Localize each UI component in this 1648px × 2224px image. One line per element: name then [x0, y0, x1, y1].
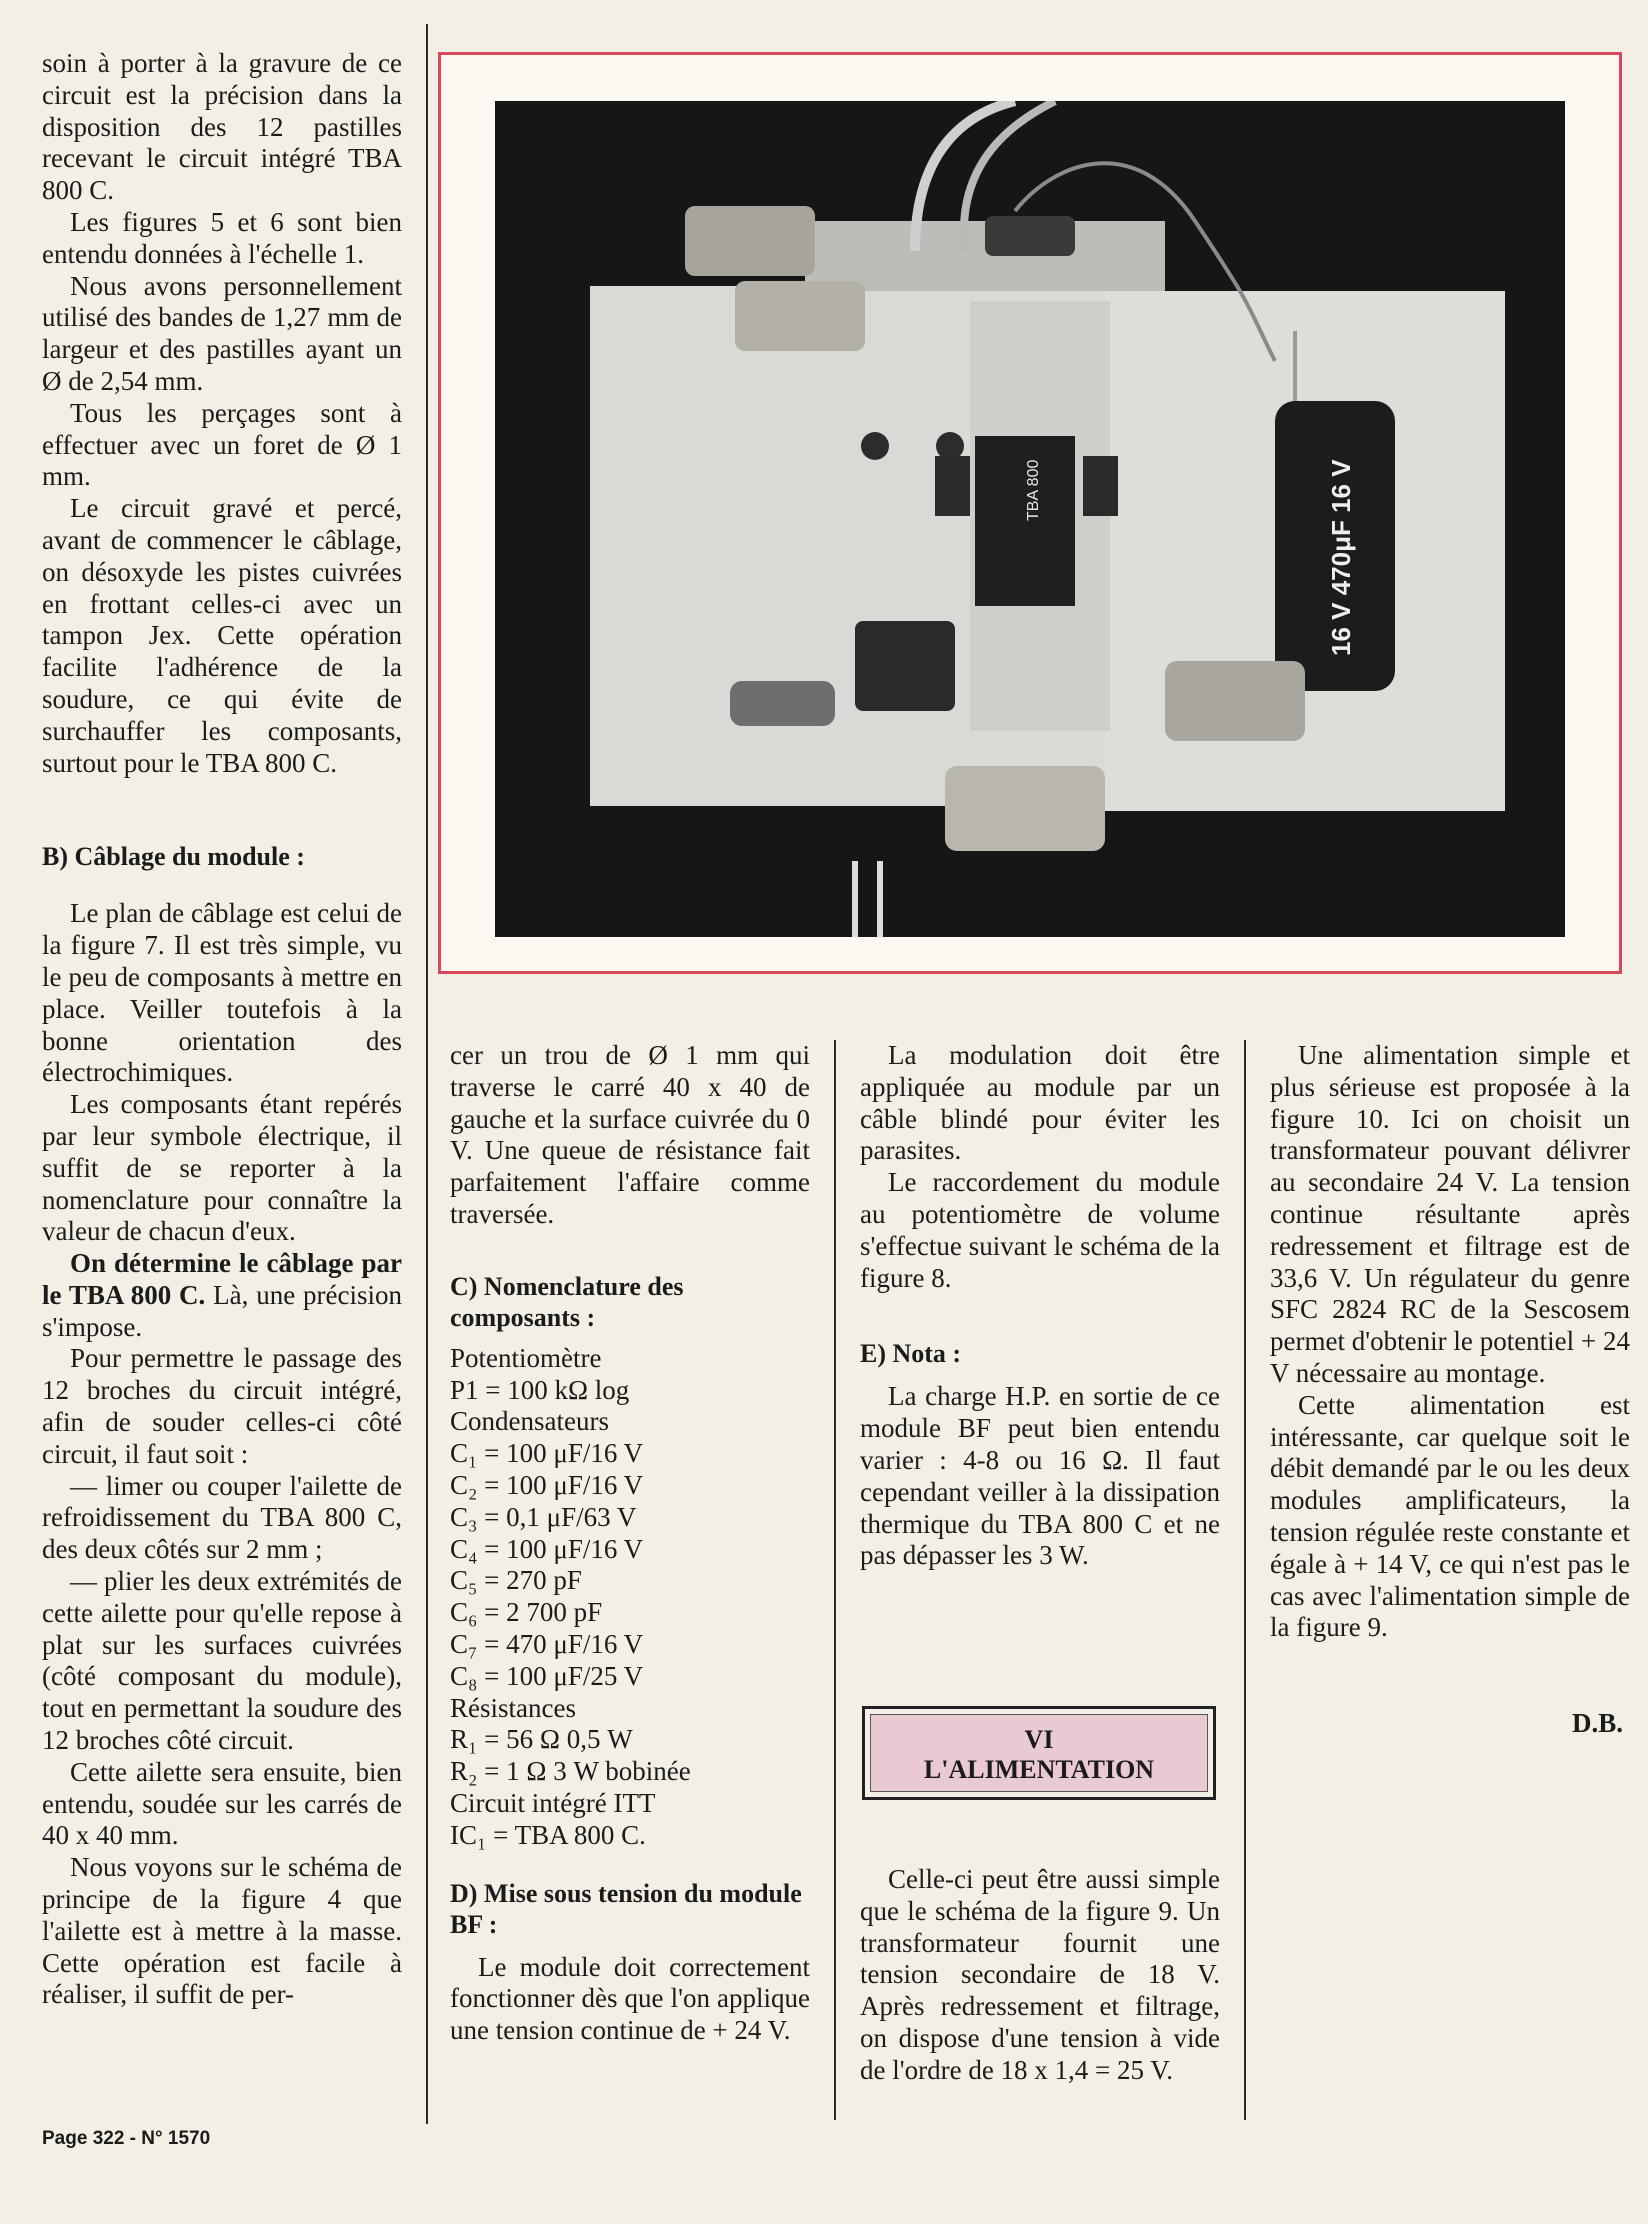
paragraph: Les composants étant repérés par leur symbole électrique, il suffit de se reporter à la nomenclature pour connaître la valeur de chacun d'eux. [42, 1089, 402, 1247]
column-3 [860, 1040, 1220, 1572]
list-item: Condensateurs [450, 1406, 609, 1437]
text: Là, une précision s'impose. [42, 1279, 402, 1342]
ic-label: TBA 800 [1025, 459, 1042, 521]
nomenclature-list [450, 1343, 810, 1852]
list-item: C₆ = 2 700 pF [450, 1597, 603, 1628]
paragraph: Tous les perçages sont à effectuer avec un foret de Ø 1 mm. [42, 397, 402, 492]
list-item: Résistances [450, 1692, 576, 1723]
paragraph: Nous voyons sur le schéma de principe de la figure 4 que l'ailette est à mettre à la masse. Cette opération est facile à réaliser, il suffit de per- [42, 1852, 402, 2010]
circuit-photo [495, 101, 1565, 937]
list-item: C₂ = 100 μF/16 V [450, 1469, 644, 1500]
list-item: C₄ = 100 μF/16 V [450, 1533, 644, 1564]
list-item: Potentiomètre [450, 1342, 602, 1373]
column-1 [42, 48, 402, 2011]
paragraph: Cette ailette sera ensuite, bien entendu, soudée sur les carrés de 40 x 40 mm. [42, 1756, 402, 1851]
section-number: VI [1024, 1725, 1054, 1754]
list-item: C₇ = 470 μF/16 V [450, 1628, 644, 1659]
paragraph: Cette alimentation est intéressante, car quelque soit le débit demandé par le ou les deux modules amplificateurs, la tension régulée reste constante et égale à + 14 V, ce qui n'est pas le cas avec l'alimentation simple de la figure 9. [1270, 1389, 1630, 1643]
column-rule [834, 1040, 836, 2120]
column-3-lower [860, 1864, 1220, 2087]
capacitor-polyester [855, 621, 955, 711]
paragraph: Une alimentation simple et plus sérieuse est proposée à la figure 10. Ici on choisit un transformateur pouvant délivrer au secondaire 24 V. La tension continue résultante après redressement et filtrage est de 33,6 V. Un régulateur du genre SFC 2824 RC de la Sescosem permet d'obtenir le potentiel + 24 V nécessaire au montage. [1270, 1040, 1630, 1388]
list-item: R₂ = 1 Ω 3 W bobinée [450, 1756, 691, 1787]
paragraph: cer un trou de Ø 1 mm qui traverse le carré 40 x 40 de gauche et la surface cuivrée du 0 V. Une queue de résistance fait parfaitement l'affaire comme traversée. [450, 1040, 810, 1229]
bold-text: On détermine le câblage par le TBA 800 C. [42, 1248, 402, 1310]
list-item: P1 = 100 kΩ log [450, 1374, 630, 1405]
paragraph: soin à porter à la gravure de ce circuit est la précision dans la disposition des 12 pastilles recevant le circuit intégré TBA 800 C. [42, 48, 402, 206]
list-item: R₁ = 56 Ω 0,5 W [450, 1724, 633, 1755]
heading-d-mise-sous-tension: D) Mise sous tension du module BF : [450, 1878, 802, 1939]
capacitor-bottom-right [1165, 661, 1305, 741]
paragraph-bold-lead [42, 1248, 402, 1343]
capacitor-top-mid [735, 281, 865, 351]
capacitor-bottom [945, 766, 1105, 851]
paragraph: La charge H.P. en sortie de ce module BF peut bien entendu varier : 4-8 ou 16 Ω. Il faut cependant veiller à la dissipation thermique du TBA 800 C et ne pas dépasser les 3 W. [860, 1381, 1220, 1571]
col1-cablage [42, 898, 402, 2011]
column-rule [426, 24, 428, 2124]
col1-intro [42, 48, 402, 779]
list-item: C₅ = 270 pF [450, 1565, 582, 1596]
section-title: L'ALIMENTATION [923, 1755, 1155, 1784]
page-footer: Page 322 - N° 1570 [42, 2128, 211, 2149]
column-2 [450, 1040, 810, 2047]
paragraph: Le module doit correctement fonctionner dès que l'on applique une tension continue de + 24 V. [450, 1951, 810, 2046]
list-item: C₃ = 0,1 μF/63 V [450, 1501, 637, 1532]
paragraph: Nous avons personnellement utilisé des bandes de 1,27 mm de largeur et des pastilles ayant un Ø de 2,54 mm. [42, 270, 402, 396]
paragraph: Pour permettre le passage des 12 broches du circuit intégré, afin de souder celles-ci côté circuit, il faut soit : [42, 1343, 402, 1469]
paragraph: Le plan de câblage est celui de la figure 7. Il est très simple, vu le peu de composants à mettre en place. Veiller toutefois à la bonne orientation des électrochimiques. [42, 898, 402, 1088]
heading-c-nomenclature: C) Nomenclature des composants : [450, 1271, 684, 1332]
list-item: C₈ = 100 μF/25 V [450, 1660, 644, 1691]
photo-frame [438, 52, 1622, 974]
resistor [730, 681, 835, 726]
author-signature: D.B. [1572, 1708, 1624, 1738]
heading-b-cablage: B) Câblage du module : [42, 842, 305, 872]
section-title-inner [870, 1714, 1208, 1792]
paragraph: Le raccordement du module au potentiomètre de volume s'effectue suivant le schéma de la figure 8. [860, 1167, 1220, 1293]
list-item: IC₁ = TBA 800 C. [450, 1819, 646, 1850]
section-title-box [862, 1706, 1216, 1800]
dash-item: — plier les deux extrémités de cette ailette pour qu'elle repose à plat sur les surfaces cuivrées (côté composant du module), tout en permettant la soudure des 12 broches côté circuit. [42, 1566, 402, 1756]
paragraph: Les figures 5 et 6 sont bien entendu données à l'échelle 1. [42, 206, 402, 269]
paragraph: Celle-ci peut être aussi simple que le schéma de la figure 9. Un transformateur fournit une tension secondaire de 18 V. Après redressement et filtrage, on dispose d'une tension à vide de l'ordre de 18 x 1,4 = 25 V. [860, 1864, 1220, 2085]
column-4 [1270, 1040, 1630, 1644]
dash-item: — limer ou couper l'ailette de refroidissement du TBA 800 C, des deux côtés sur 2 mm ; [42, 1470, 402, 1565]
paragraph: Le circuit gravé et percé, avant de commencer le câblage, on désoxyde les pistes cuivrées en frottant celles-ci avec un tampon Jex. Cette opération facilite l'adhérence de la soudure, ce qui évite de surchauffer les composants, surtout pour le TBA 800 C. [42, 493, 402, 778]
paragraph: La modulation doit être appliquée au module par un câble blindé pour éviter les parasites. [860, 1040, 1220, 1166]
diode [985, 216, 1075, 256]
heading-e-nota: E) Nota : [860, 1339, 962, 1369]
module-photo-illustration [495, 101, 1565, 937]
list-item: C₁ = 100 μF/16 V [450, 1438, 644, 1469]
column-rule [1244, 1040, 1246, 2120]
list-item: Circuit intégré ITT [450, 1787, 656, 1818]
cap-label: 16 V 470μF 16 V [1326, 459, 1356, 656]
capacitor-top-left [685, 206, 815, 276]
